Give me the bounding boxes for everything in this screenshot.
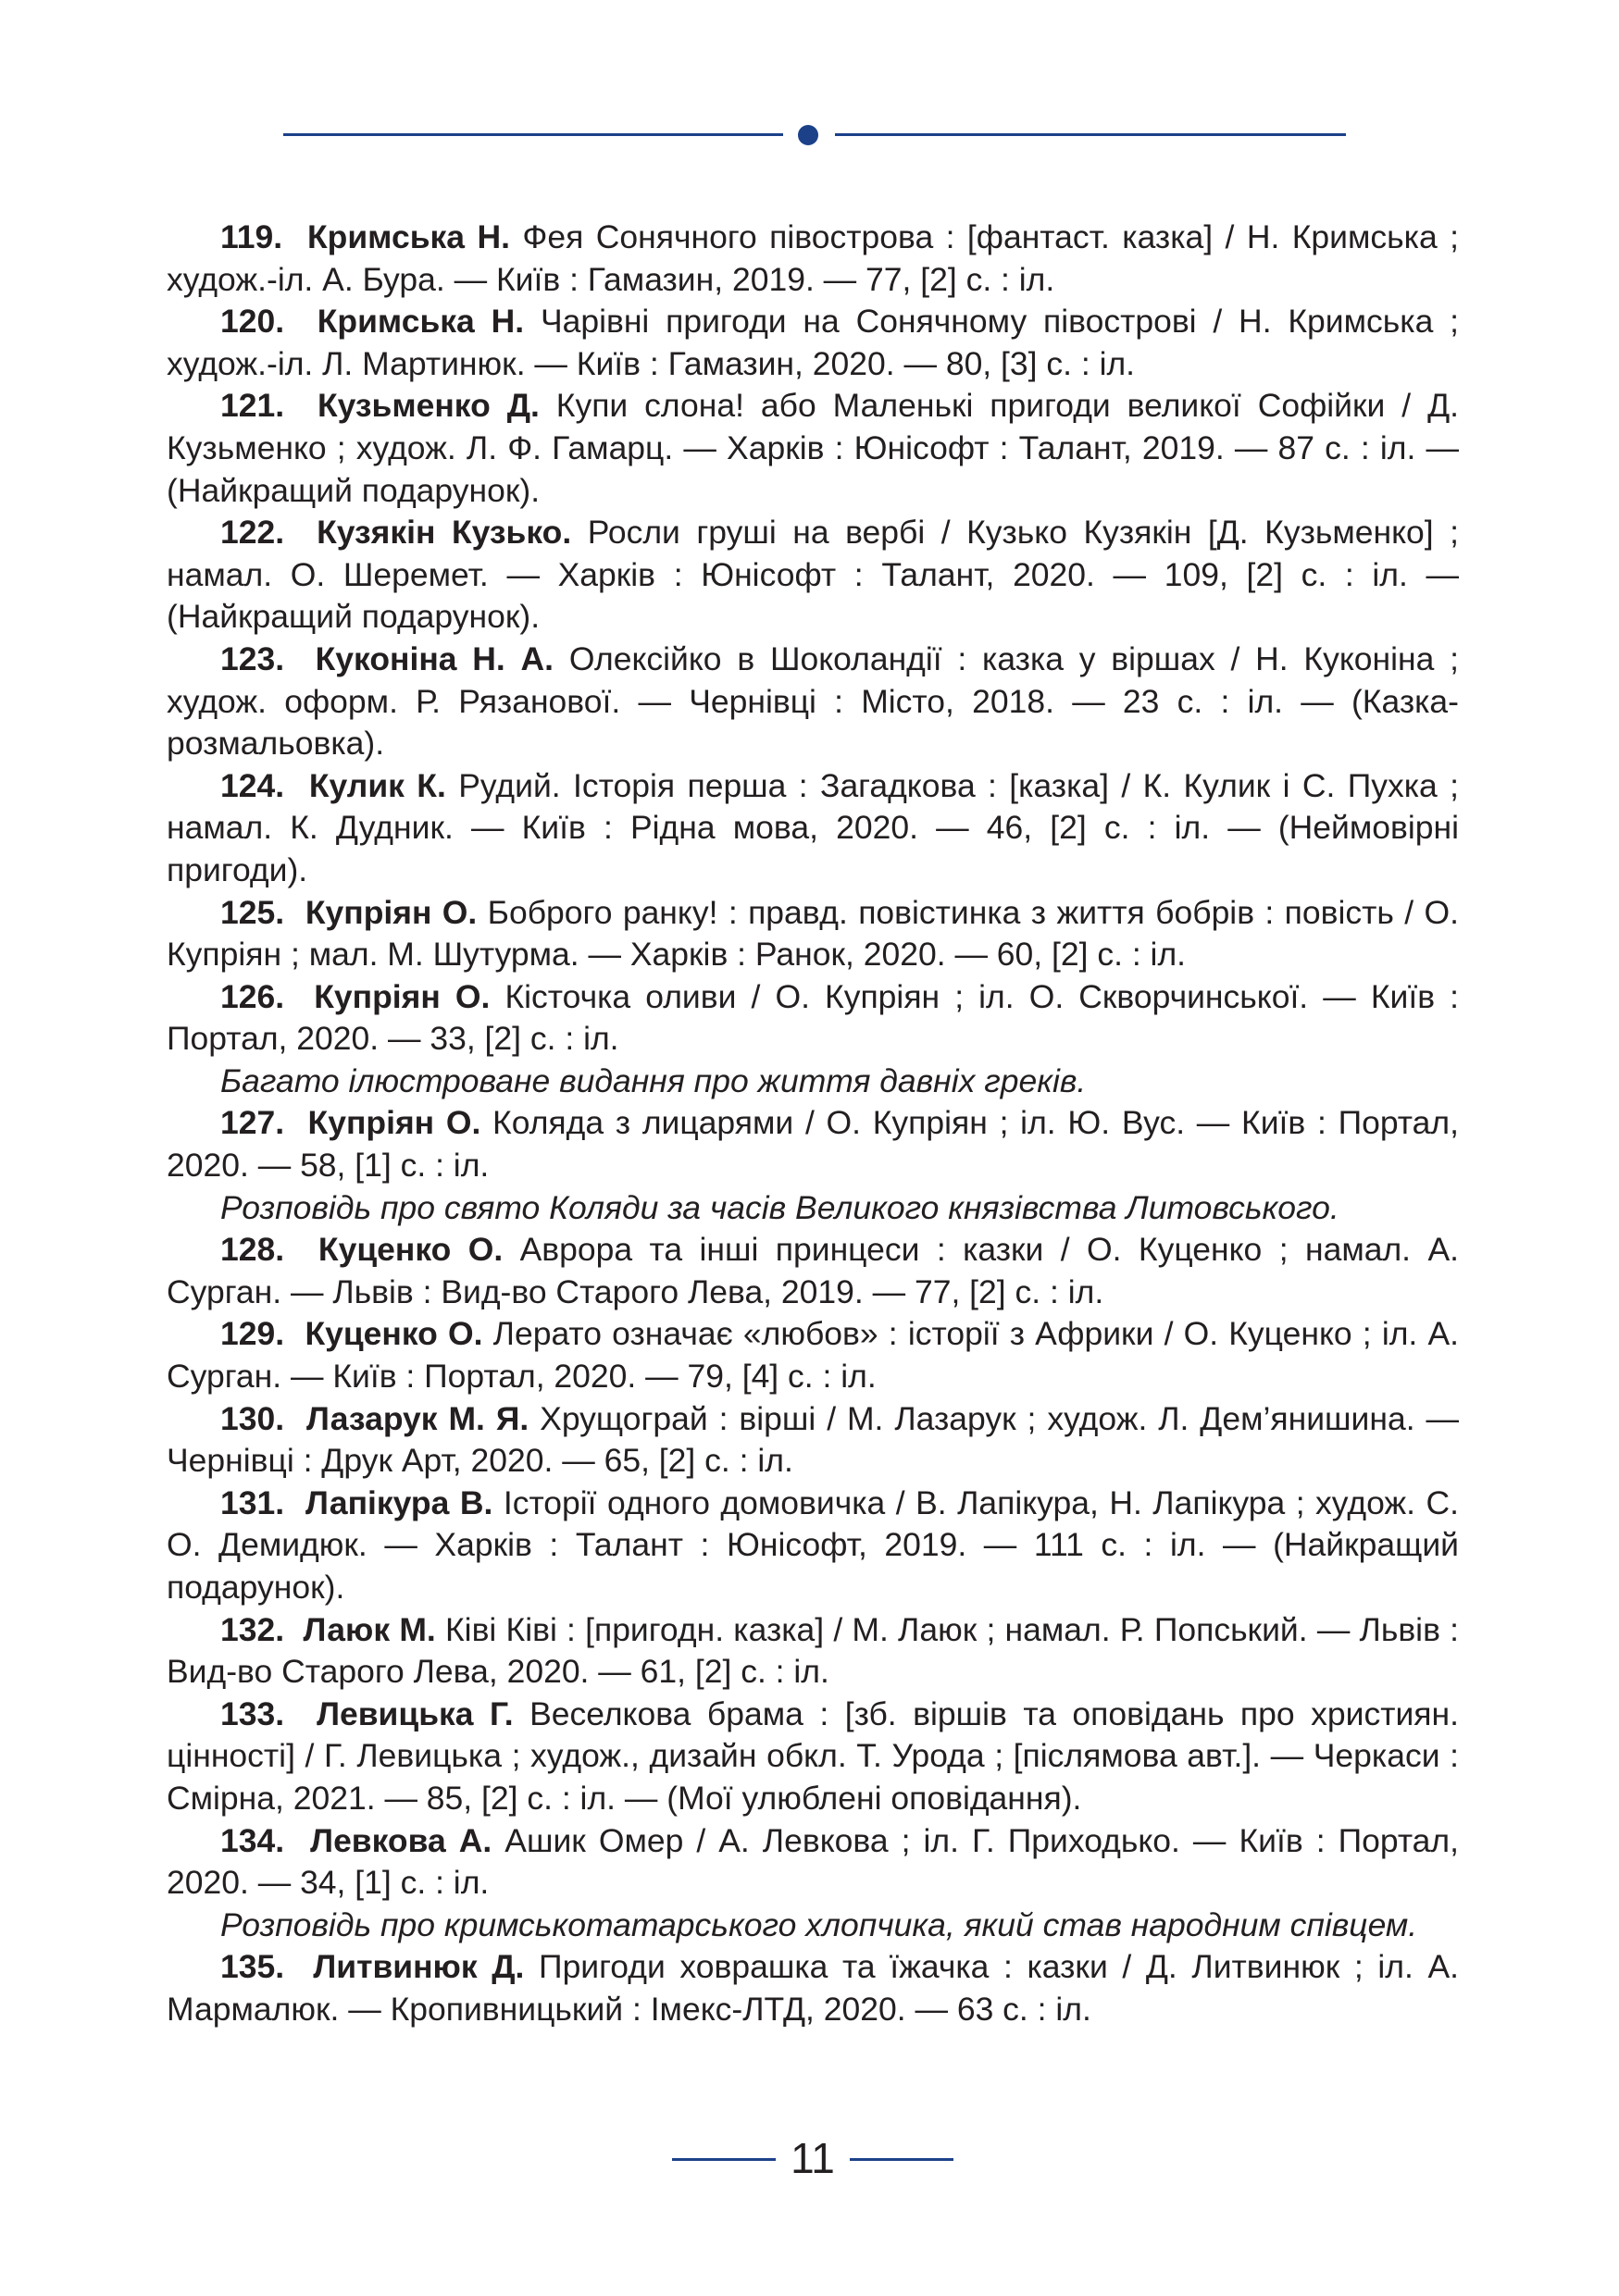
entry-heading: [220, 894, 477, 931]
entry-heading: [220, 1104, 480, 1141]
entry-annotation: Розповідь про свято Коляди за часів Великого князівства Литовського.: [220, 1188, 1339, 1226]
entry-description: Хрущограй : вірші / М. Лазарук ; худож. Л. Дем’янишина. — Чернівці : Друк Арт, 2020. — 65, [2] с. : іл.: [167, 1399, 1459, 1480]
bibliography-entry: [167, 1229, 1459, 1313]
entry-number: 127.: [220, 1104, 285, 1142]
entry-number: 132.: [220, 1610, 285, 1648]
entry-heading: [220, 303, 524, 340]
entry-heading: [220, 978, 490, 1015]
entry-heading: [220, 1315, 482, 1352]
entry-heading: [220, 514, 571, 551]
entry-description: Аврора та інші принцеси : казки / О. Куценко ; намал. А. Сурган. — Львів : Вид-во Старого Лева, 2019. — 77, [2] с. : іл.: [167, 1231, 1459, 1310]
entry-heading: [220, 1948, 524, 1985]
entry-author: Лапікура В.: [305, 1483, 493, 1521]
entry-author: Левкова А.: [310, 1821, 492, 1859]
entry-author: Купріян О.: [314, 977, 491, 1015]
entry-author: Лаюк М.: [303, 1610, 436, 1648]
entry-description: Олексійко в Шоколандії : казка у віршах / Н. Куконіна ; худож. оформ. Р. Рязанової. — Чернівці : Місто, 2018. — 23 с. : іл. — (Казка-розмальовка).: [167, 639, 1459, 763]
entry-description: Пригоди ховрашка та їжачка : казки / Д. Литвинюк ; іл. А. Мармалюк. — Кропивницький : Імекс-ЛТД, 2020. — 63 с. : іл.: [167, 1948, 1459, 2028]
entry-number: 123.: [220, 639, 285, 677]
entry-heading: [220, 640, 554, 677]
bibliography-entry: [167, 301, 1459, 385]
entry-author: Куценко О.: [318, 1231, 504, 1269]
entry-description: Боброго ранку! : правд. повістинка з життя бобрів : повість / О. Купріян ; мал. М. Шутурма. — Харків : Ранок, 2020. — 60, [2] с. : іл.: [167, 893, 1459, 974]
entry-description: Кісточка оливи / О. Купріян ; іл. О. Скворчинської. — Київ : Портал, 2020. — 33, [2] с. : іл.: [167, 977, 1460, 1058]
bibliography-entry: [167, 639, 1459, 765]
page-number: 11: [791, 2134, 835, 2182]
entry-author: Кулик К.: [308, 766, 446, 804]
bibliography-entry: [167, 1609, 1459, 1694]
bibliography-entry: [167, 512, 1459, 639]
entry-description: Чарівні пригоди на Сонячному півострові / Н. Кримська ; худож.-іл. Л. Мартинюк. — Київ : Гамазин, 2020. — 80, [3] с. : іл.: [167, 303, 1460, 382]
entry-number: 134.: [220, 1821, 285, 1859]
entry-heading: [220, 1611, 436, 1648]
entry-author: Кузякін Кузько.: [317, 514, 572, 552]
entry-heading: [220, 1484, 492, 1521]
entry-description: Купи слона! або Маленькі пригоди великої Софійки / Д. Кузьменко ; худож. Л. Ф. Гамарц. — Харків : Юнісофт : Талант, 2019. — 87 с. : іл. — (Найкращий подарунок).: [167, 387, 1459, 509]
entry-description: Росли груші на вербі / Кузько Кузякін [Д. Кузьменко] ; намал. О. Шеремет. — Харків : Юнісофт : Талант, 2020. — 109, [2] с. : іл. — (Найкращий подарунок).: [167, 514, 1459, 636]
entry-author: Литвинюк Д.: [313, 1948, 525, 1986]
bibliography-entry: [167, 765, 1459, 892]
entry-heading: [220, 1822, 492, 1859]
entry-description: Історії одного домовичка / В. Лапікура, Н. Лапікура ; худож. С. О. Демидюк. — Харків : Талант : Юнісофт, 2019. — 111 с. : іл. — (Найкращий подарунок).: [167, 1483, 1459, 1606]
entry-number: 120.: [220, 303, 285, 341]
bibliography-entry: [167, 1398, 1459, 1483]
entry-description: Фея Сонячного півострова : [фантаст. казка] / Н. Кримська ; худож.-іл. А. Бура. — Київ : Гамазин, 2019. — 77, [2] с. : іл.: [167, 218, 1459, 298]
entry-number: 135.: [220, 1948, 285, 1986]
entry-annotation: Багато ілюстроване видання про життя давніх греків.: [220, 1061, 1087, 1099]
entry-author: Купріян О.: [307, 1104, 481, 1142]
entry-number: 119.: [220, 218, 283, 255]
entry-number: 131.: [220, 1483, 285, 1521]
entry-heading: [220, 387, 540, 424]
bibliography-entry: [167, 217, 1459, 301]
header-dot-ornament: [798, 125, 818, 145]
bibliography-entry: [167, 1694, 1459, 1820]
entry-description: Лерато означає «любов» : історії з Африки / О. Куценко ; іл. А. Сурган. — Київ : Портал, 2020. — 79, [4] с. : іл.: [167, 1315, 1459, 1396]
entry-number: 121.: [220, 387, 285, 425]
entry-heading: [220, 1231, 503, 1268]
bibliography-entry: [167, 1313, 1459, 1397]
entry-description: Коляда з лицарями / О. Купріян ; іл. Ю. Вус. — Київ : Портал, 2020. — 58, [1] с. : іл.: [167, 1104, 1459, 1185]
bibliography-list: [167, 217, 1459, 2031]
entry-heading: [220, 1695, 514, 1732]
entry-number: 129.: [220, 1315, 285, 1353]
bibliography-entry: [167, 976, 1459, 1061]
entry-description: Рудий. Історія перша : Загадкова : [казка] / К. Кулик і С. Пухка ; намал. К. Дудник. — Київ : Рідна мова, 2020. — 46, [2] с. : іл. — (Неймовірні пригоди).: [167, 766, 1459, 888]
entry-number: 122.: [220, 514, 285, 552]
entry-number: 126.: [220, 977, 285, 1015]
entry-author: Левицька Г.: [317, 1694, 514, 1732]
entry-author: Куконіна Н. А.: [315, 639, 554, 677]
bibliography-entry: [167, 1102, 1459, 1186]
entry-number: 130.: [220, 1399, 285, 1437]
entry-heading: [220, 218, 510, 255]
entry-author: Куценко О.: [305, 1315, 483, 1353]
entry-number: 124.: [220, 766, 285, 804]
bibliography-entry: [167, 385, 1459, 512]
entry-description: Ківі Ківі : [пригодн. казка] / М. Лаюк ; намал. Р. Попський. — Львів : Вид-во Старого Лева, 2020. — 61, [2] с. : іл.: [167, 1610, 1459, 1691]
entry-heading: [220, 767, 446, 804]
entry-heading: [220, 1400, 529, 1437]
header-rule-right: [835, 133, 1346, 136]
entry-description: Веселкова брама : [зб. віршів та оповідань про християн. цінності] / Г. Левицька ; худож., дизайн обкл. Т. Урода ; [післямова авт.]. — Черкаси : Смірна, 2021. — 85, [2] с. : іл. — (Мої улюблені оповідання).: [167, 1694, 1459, 1817]
entry-number: 133.: [220, 1694, 285, 1732]
entry-author: Купріян О.: [305, 893, 478, 931]
bibliography-entry: [167, 1820, 1459, 1905]
entry-author: Кузьменко Д.: [317, 387, 540, 425]
entry-number: 125.: [220, 893, 285, 931]
entry-author: Кримська Н.: [317, 303, 525, 341]
entry-author: Лазарук М. Я.: [305, 1399, 529, 1437]
footer-rule-left: [672, 2158, 776, 2161]
entry-annotation: Розповідь про кримськотатарського хлопчика, який став народним співцем.: [220, 1905, 1418, 1943]
footer-rule-right: [850, 2158, 953, 2161]
entry-number: 128.: [220, 1231, 285, 1269]
header-rule-left: [283, 133, 783, 136]
entry-author: Кримська Н.: [307, 218, 510, 255]
bibliography-entry: [167, 1483, 1459, 1609]
bibliography-entry: [167, 1946, 1459, 2030]
entry-description: Ашик Омер / А. Левкова ; іл. Г. Приходько. — Київ : Портал, 2020. — 34, [1] с. : іл.: [167, 1821, 1460, 1902]
bibliography-entry: [167, 892, 1459, 976]
